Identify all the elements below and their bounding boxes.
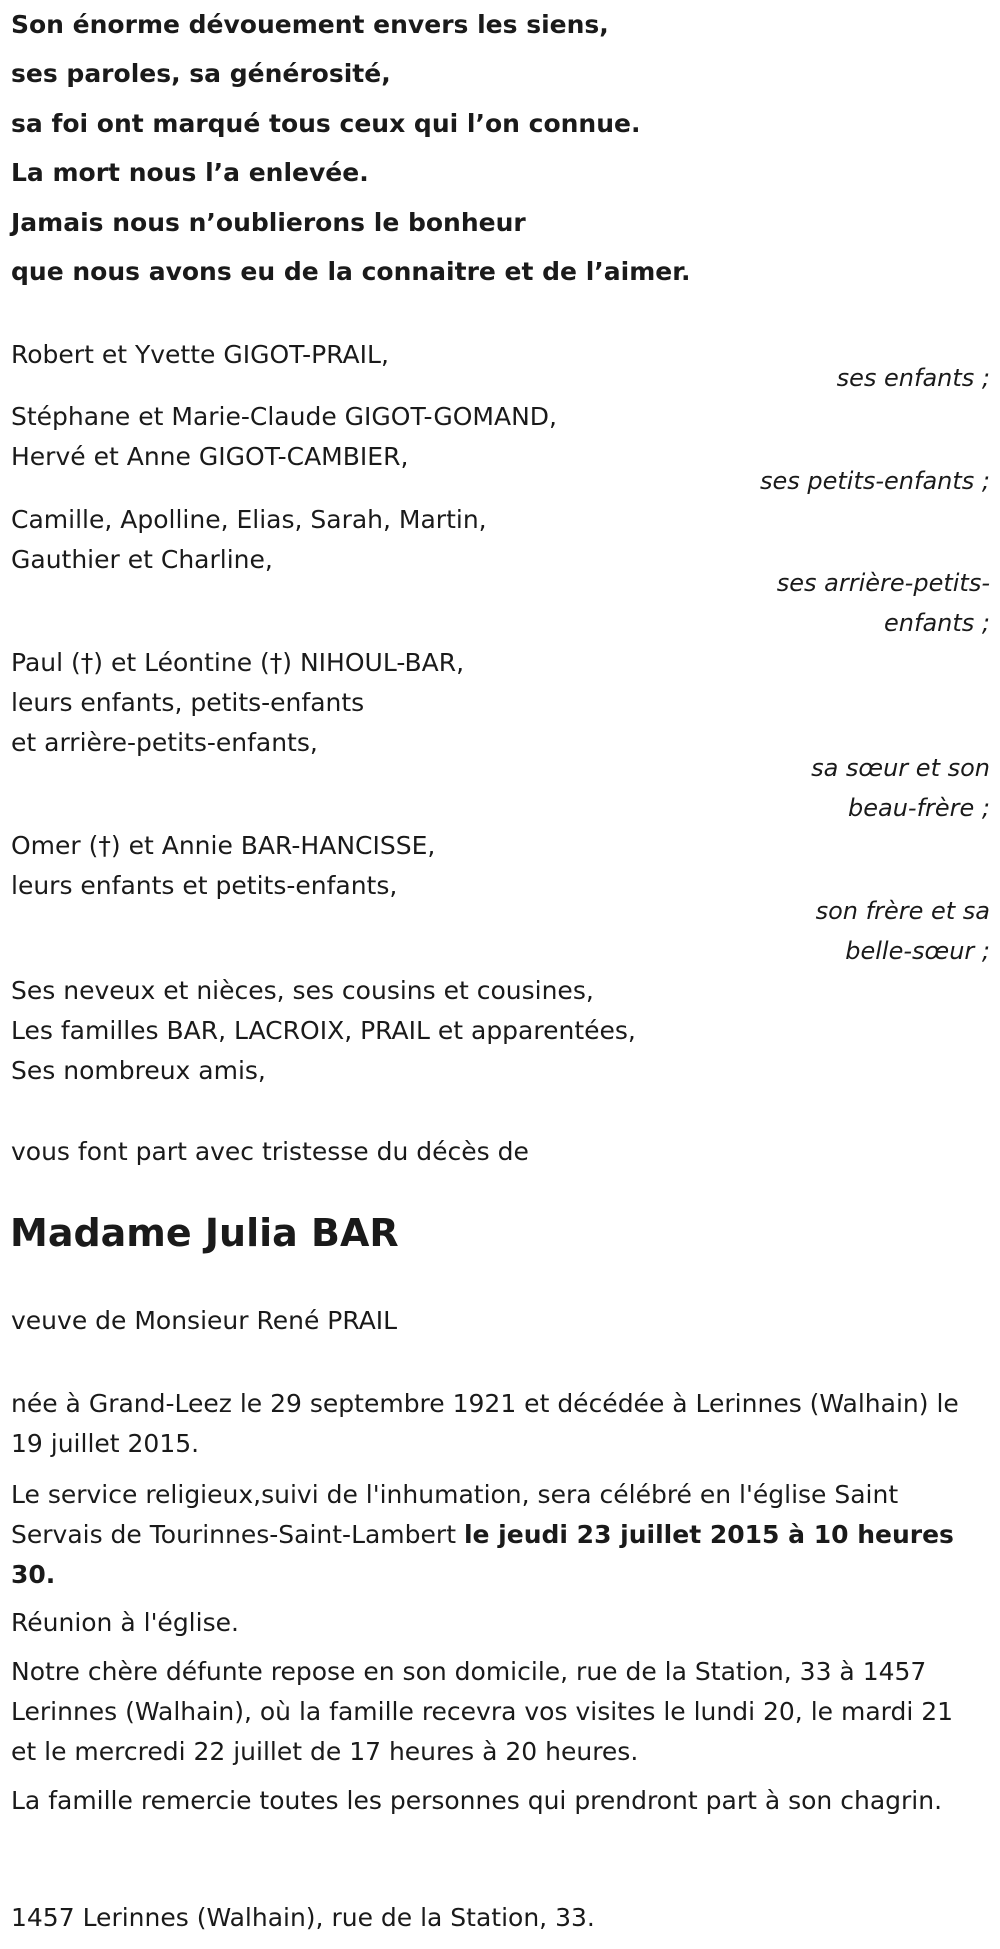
sister-family: leurs enfants, petits-enfants [11, 688, 365, 717]
children-role: ses enfants ; [836, 364, 990, 392]
grandchildren-role: ses petits-enfants ; [759, 467, 990, 495]
service-paragraph [11, 1475, 986, 1595]
birth-death-paragraph: née à Grand-Leez le 29 septembre 1921 et décédée à Lerinnes (Walhain) le 19 juillet 2015. [11, 1389, 959, 1458]
great-grandchildren-names: Camille, Apolline, Elias, Sarah, Martin, [11, 505, 487, 534]
relatives-line: Ses neveux et nièces, ses cousins et cousines, [11, 976, 594, 1005]
sister-family: et arrière-petits-enfants, [11, 728, 318, 757]
relatives-line: Les familles BAR, LACROIX, PRAIL et apparentées, [11, 1016, 636, 1045]
friends-line: Ses nombreux amis, [11, 1056, 266, 1085]
brother-role: belle-sœur ; [845, 937, 990, 965]
poem-line: Son énorme dévouement envers les siens, [11, 10, 609, 39]
address: 1457 Lerinnes (Walhain), rue de la Station, 33. [11, 1903, 595, 1932]
brother-family: leurs enfants et petits-enfants, [11, 871, 398, 900]
sister-role: sa sœur et son [811, 754, 990, 782]
sister-names: Paul (†) et Léontine (†) NIHOUL-BAR, [11, 648, 465, 677]
meeting-paragraph: Réunion à l'église. [11, 1608, 239, 1637]
grandchildren-names: Stéphane et Marie-Claude GIGOT-GOMAND, [11, 402, 557, 431]
thanks-paragraph: La famille remercie toutes les personnes qui prendront part à son chagrin. [11, 1786, 943, 1815]
deceased-name: Madame Julia BAR [10, 1211, 399, 1255]
brother-names: Omer (†) et Annie BAR-HANCISSE, [11, 831, 436, 860]
brother-role: son frère et sa [815, 897, 990, 925]
poem-line: sa foi ont marqué tous ceux qui l’on connue. [11, 109, 641, 138]
poem-line: que nous avons eu de la connaitre et de l’aimer. [11, 257, 691, 286]
poem-line: ses paroles, sa générosité, [11, 59, 391, 88]
poem-line: Jamais nous n’oublierons le bonheur [11, 208, 526, 237]
sister-role: beau-frère ; [847, 794, 990, 822]
service-date: le jeudi 23 juillet 2015 à 10 heures 30. [11, 1520, 954, 1589]
repose-paragraph: Notre chère défunte repose en son domicile, rue de la Station, 33 à 1457 Lerinnes (Walhain), où la famille recevra vos visites le lundi 20, le mardi 21 et le mercredi 22 juillet de 17 heures à 20 heures. [11, 1657, 954, 1766]
children-names: Robert et Yvette GIGOT-PRAIL, [11, 340, 389, 369]
announcement: vous font part avec tristesse du décès de [11, 1137, 529, 1166]
grandchildren-names: Hervé et Anne GIGOT-CAMBIER, [11, 442, 409, 471]
service-text: Le service religieux,suivi de l'inhumation, sera célébré en l'église Saint Servais de Tourinnes-Saint-Lambert [11, 1480, 899, 1549]
poem-line: La mort nous l’a enlevée. [11, 158, 369, 187]
great-grandchildren-role: enfants ; [884, 609, 990, 637]
great-grandchildren-role: ses arrière-petits- [776, 569, 990, 597]
widow-of: veuve de Monsieur René PRAIL [11, 1306, 398, 1335]
great-grandchildren-names: Gauthier et Charline, [11, 545, 273, 574]
